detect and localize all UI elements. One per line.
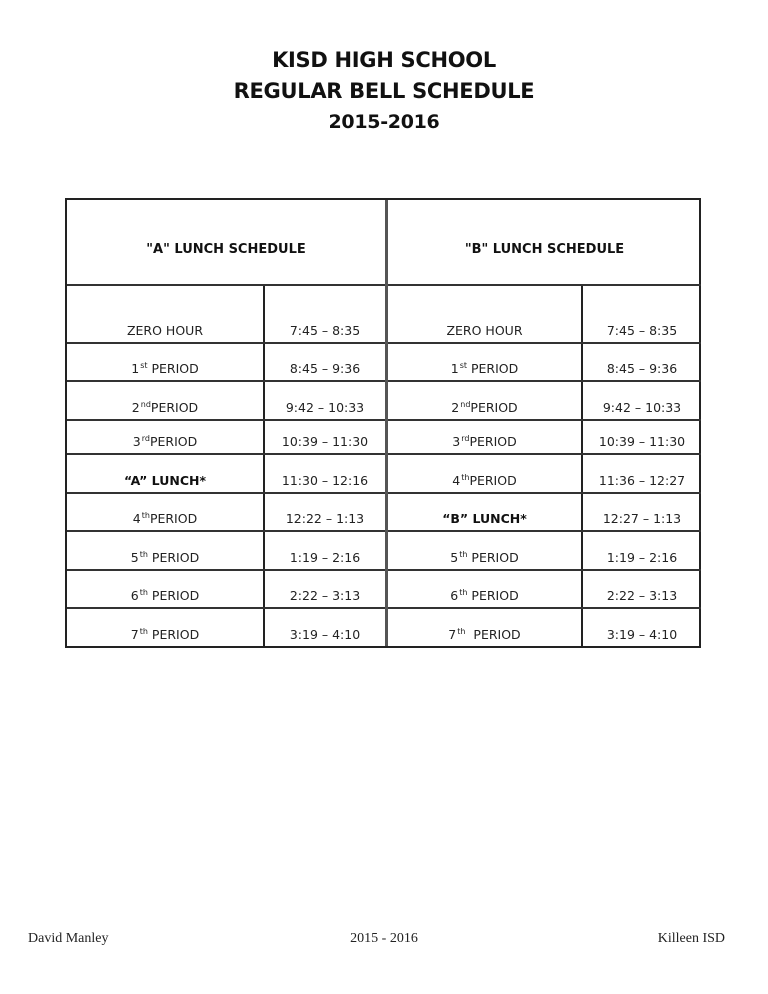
period-number: 1 xyxy=(450,361,459,376)
period-name xyxy=(67,421,265,453)
schedule-row xyxy=(388,532,701,571)
period-name xyxy=(388,494,583,530)
period-name xyxy=(388,286,583,342)
schedule-row xyxy=(67,494,385,532)
period-label: PERIOD xyxy=(149,511,198,526)
period-label: PERIOD xyxy=(147,361,199,376)
period-number: 6 xyxy=(450,588,459,603)
ordinal-suffix: th xyxy=(139,587,148,597)
schedule-row xyxy=(67,455,385,494)
period-label: PERIOD xyxy=(469,434,517,449)
period-time: 3:19 – 4:10 xyxy=(606,627,678,642)
period-name xyxy=(67,286,265,342)
ordinal-suffix: nd xyxy=(460,399,471,409)
period-number: 7 xyxy=(448,627,457,642)
period-number: 5 xyxy=(450,550,459,565)
period-time: 1:19 – 2:16 xyxy=(606,550,678,565)
schedule-row xyxy=(388,286,701,344)
period-time: 10:39 – 11:30 xyxy=(281,434,369,449)
period-time: 2:22 – 3:13 xyxy=(289,588,361,603)
ordinal-suffix: th xyxy=(141,510,150,520)
period-name xyxy=(67,494,265,530)
period-time: 2:22 – 3:13 xyxy=(606,588,678,603)
ordinal-suffix: st xyxy=(459,360,467,370)
schedule-row xyxy=(67,609,385,646)
period-number: 4 xyxy=(132,511,141,526)
footer-author: David Manley xyxy=(28,931,109,946)
period-label: PERIOD xyxy=(467,361,519,376)
period-name xyxy=(388,455,583,492)
period-label: PERIOD xyxy=(469,473,517,488)
ordinal-suffix: th xyxy=(139,549,148,559)
schedule-row xyxy=(67,571,385,609)
period-time: 11:36 – 12:27 xyxy=(598,473,686,488)
ordinal-suffix: rd xyxy=(461,433,470,443)
period-name xyxy=(67,571,265,607)
title-schedule: REGULAR BELL SCHEDULE xyxy=(233,79,535,103)
period-number: 1 xyxy=(131,361,140,376)
title-school: KISD HIGH SCHOOL xyxy=(272,48,496,72)
period-time: 12:22 – 1:13 xyxy=(285,511,365,526)
period-number: 3 xyxy=(452,434,461,449)
a-lunch-rows xyxy=(67,286,385,646)
b-lunch-rows xyxy=(388,286,701,646)
period-time: 3:19 – 4:10 xyxy=(289,627,361,642)
period-name xyxy=(388,382,583,419)
schedule-row xyxy=(388,494,701,532)
period-label: “A” LUNCH* xyxy=(123,473,206,488)
period-time: 8:45 – 9:36 xyxy=(606,361,678,376)
schedule-row xyxy=(388,344,701,382)
period-label: PERIOD xyxy=(470,400,518,415)
period-time: 9:42 – 10:33 xyxy=(285,400,365,415)
ordinal-suffix: rd xyxy=(141,433,150,443)
bell-schedule-table xyxy=(65,198,701,648)
period-number: 2 xyxy=(451,400,460,415)
period-name xyxy=(388,609,583,646)
ordinal-suffix: th xyxy=(459,549,468,559)
period-number: 4 xyxy=(452,473,461,488)
period-time: 7:45 – 8:35 xyxy=(289,323,361,338)
period-label: ZERO HOUR xyxy=(446,323,523,338)
period-number: 2 xyxy=(131,400,140,415)
ordinal-suffix: st xyxy=(140,360,148,370)
period-number: 7 xyxy=(130,627,139,642)
period-number: 3 xyxy=(132,434,141,449)
period-name xyxy=(388,344,583,380)
period-label: PERIOD xyxy=(150,400,199,415)
period-name xyxy=(388,421,583,453)
period-time: 11:30 – 12:16 xyxy=(281,473,369,488)
ordinal-suffix: th xyxy=(459,587,468,597)
period-label: PERIOD xyxy=(147,627,200,642)
period-name xyxy=(67,532,265,569)
period-time: 8:45 – 9:36 xyxy=(289,361,361,376)
ordinal-suffix: th xyxy=(457,626,466,636)
period-label: PERIOD xyxy=(465,627,521,642)
ordinal-suffix: th xyxy=(461,472,470,482)
schedule-row xyxy=(388,455,701,494)
schedule-row xyxy=(388,421,701,455)
schedule-row xyxy=(67,421,385,455)
period-time: 9:42 – 10:33 xyxy=(602,400,682,415)
period-label: PERIOD xyxy=(467,550,519,565)
period-name xyxy=(388,571,583,607)
period-number: 6 xyxy=(130,588,139,603)
a-lunch-header: "A" LUNCH SCHEDULE xyxy=(67,200,385,286)
ordinal-suffix: th xyxy=(139,626,148,636)
period-time: 12:27 – 1:13 xyxy=(602,511,682,526)
schedule-row xyxy=(388,382,701,421)
document-title xyxy=(0,45,768,138)
schedule-row xyxy=(67,286,385,344)
period-label: PERIOD xyxy=(147,588,200,603)
period-name xyxy=(67,455,265,492)
schedule-row xyxy=(388,609,701,646)
footer-year: 2015 - 2016 xyxy=(350,931,418,946)
a-lunch-schedule xyxy=(67,200,385,646)
schedule-row xyxy=(67,344,385,382)
period-label: “B” LUNCH* xyxy=(442,511,527,526)
b-lunch-schedule xyxy=(385,200,701,646)
period-label: ZERO HOUR xyxy=(126,323,204,338)
schedule-row xyxy=(388,571,701,609)
period-time: 10:39 – 11:30 xyxy=(598,434,686,449)
period-label: PERIOD xyxy=(467,588,519,603)
schedule-row xyxy=(67,382,385,421)
period-name xyxy=(67,344,265,380)
footer-district: Killeen ISD xyxy=(657,931,725,946)
period-time: 7:45 – 8:35 xyxy=(606,323,678,338)
title-year: 2015-2016 xyxy=(328,111,440,133)
period-name xyxy=(67,609,265,646)
period-label: PERIOD xyxy=(147,550,200,565)
period-number: 5 xyxy=(130,550,139,565)
period-name xyxy=(67,382,265,419)
period-label: PERIOD xyxy=(149,434,198,449)
ordinal-suffix: nd xyxy=(140,399,151,409)
period-name xyxy=(388,532,583,569)
period-time: 1:19 – 2:16 xyxy=(289,550,361,565)
b-lunch-header: "B" LUNCH SCHEDULE xyxy=(388,200,701,286)
schedule-row xyxy=(67,532,385,571)
